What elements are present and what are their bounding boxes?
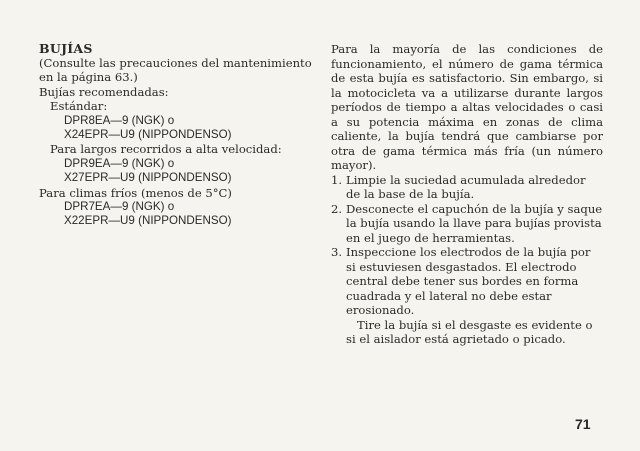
intro-line-1: (Consulte las precauciones del mantenimiento	[39, 56, 312, 70]
step-number: 2.	[331, 201, 343, 216]
step-item	[331, 202, 603, 246]
step-number: 1.	[331, 172, 343, 187]
steps-list	[331, 173, 603, 318]
cold-plug-ngk: DPR7EA—9 (NGK) o	[64, 200, 175, 214]
step-item	[331, 173, 603, 202]
step-text: Desconecte el capuchón de la bujía y saque la bujía usando la llave para bujías provista en el juego de herramientas.	[346, 201, 603, 245]
step-text: Limpie la suciedad acumulada alrededor de la base de la bujía.	[346, 172, 586, 201]
intro-paragraph: Para la mayoría de las condiciones de funcionamiento, el número de gama térmica de esta bujía es satisfactorio. Sin embargo, si la motocicleta va a utilizarse durante largos períodos de tiempo a altas velocidades o casi a su potencia máxima en zonas de clima caliente, la bujía tendrá que cambiarse por otra de gama térmica más fría (un número mayor).	[331, 42, 603, 172]
intro-line-2: en la página 63.)	[39, 70, 138, 85]
recommended-label: Bujías recomendadas:	[39, 84, 169, 99]
section-title: BUJÍAS	[39, 41, 93, 56]
highspeed-plug-nippondenso: X27EPR—U9 (NIPPONDENSO)	[64, 171, 232, 185]
highspeed-label: Para largos recorridos a alta velocidad:	[50, 142, 282, 157]
page-number: 71	[575, 416, 591, 432]
step-3-note: Tire la bujía si el desgaste es evidente o si el aislador está agrietado o picado.	[346, 317, 593, 346]
cold-plug-nippondenso: X22EPR—U9 (NIPPONDENSO)	[64, 214, 232, 228]
standard-plug-ngk: DPR8EA—9 (NGK) o	[64, 113, 175, 127]
standard-plug-nippondenso: X24EPR—U9 (NIPPONDENSO)	[64, 128, 232, 142]
cold-label: Para climas fríos (menos de 5°C)	[39, 185, 232, 200]
step-item	[331, 245, 603, 318]
highspeed-plug-ngk: DPR9EA—9 (NGK) o	[64, 156, 175, 170]
right-column	[331, 42, 603, 347]
step-text: Inspeccione los electrodos de la bujía por si estuviesen desgastados. El electrodo central debe tener sus bordes en forma cuadrada y el lateral no debe estar erosionado.	[346, 245, 591, 317]
left-column	[39, 41, 312, 229]
step-number: 3.	[331, 245, 343, 259]
standard-label: Estándar:	[50, 99, 108, 114]
